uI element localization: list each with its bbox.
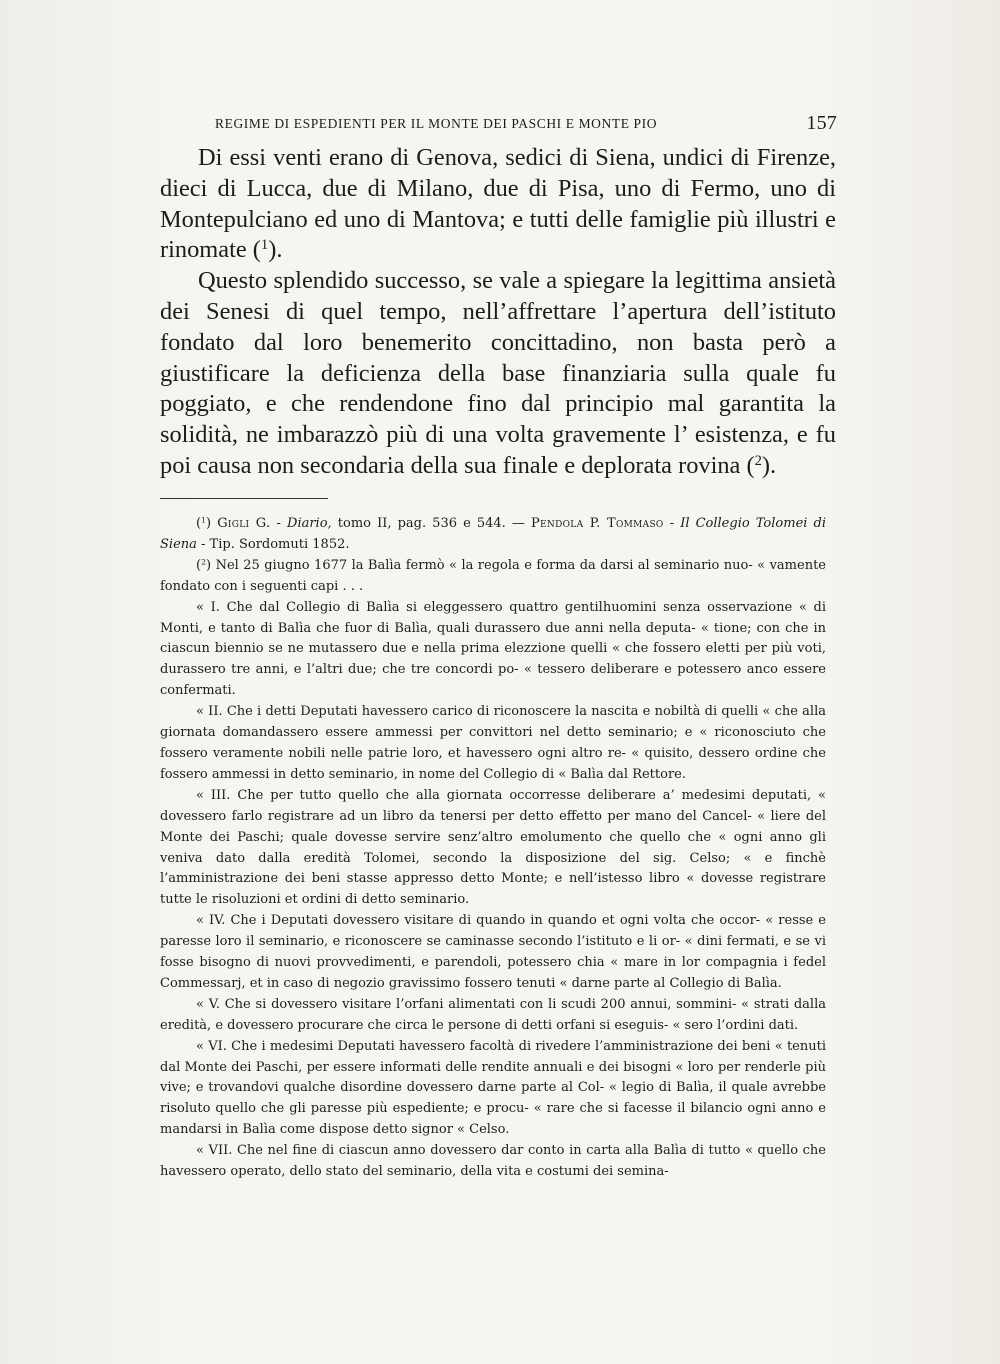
paragraph-2-text: Questo splendido successo, se vale a spiegare la legittima ansietà dei Senesi di quel tempo, nell’affrettare l’apertura dell’istituto fondato dal loro benemerito concittadino, non basta però a giustificare la deficienza della base finanziaria sulla quale fu poggiato, e che rendendone fino dal principio mal garantita la solidità, ne imbarazzò più di una volta gravemente l’ esistenza, e fu poi causa non secondaria della sua finale e deplorata rovina ( <box>160 267 836 479</box>
footnote-separator <box>160 498 328 499</box>
footnote-1-mark: 1 <box>201 515 207 525</box>
footnote-1-author-2: Pendola P. Tommaso <box>531 516 664 531</box>
paragraph-1-close: ). <box>268 236 283 264</box>
footnote-1-title-2: Il Collegio Tolomei di Siena <box>160 516 826 552</box>
paragraph-2 <box>160 266 836 482</box>
footnote-item-3: « III. Che per tutto quello che alla giornata occorresse deliberare a’ medesimi deputati, « dovessero farlo registrare ad un libro da tenersi per detto effetto per mano del Cancel- « liere del Monte dei Paschi; quale dovesse servire senz’altro emolumento che quello che « ogni anno gli veniva dato dalla eredità Tolomei, secondo la disposizione del sig. Celso; « e finchè l’amministrazione dei beni stasse appresso detto Monte; e nell’istesso libro « dovesse registrare tutte le risoluzioni et ordini di detto seminario. <box>160 787 826 908</box>
paragraph-1 <box>160 143 836 266</box>
footnote-item-1: « I. Che dal Collegio di Balìa si eleggessero quattro gentilhuomini senza osservazione « di Monti, e tanto di Balìa che fuor di Balìa, quali durassero due anni nella deputa- « tione; con che in ciascun biennio se ne mutassero due e nella prima elezzione quelli « che fossero eletti per più voti, durassero tre anni, e l’altri due; che tre concordi po- « tessero deliberare e potessero anco essere confermati. <box>160 599 826 699</box>
footnote-1-rest-2: - Tip. Sordomuti 1852. <box>196 536 350 552</box>
running-title: REGIME DI ESPEDIENTI PER IL MONTE DEI PASCHI E MONTE PIO <box>215 116 658 131</box>
footnote-1-author-1: Gigli G. <box>217 516 271 531</box>
footnote-item-7: « VII. Che nel fine di ciascun anno dovessero dar conto in carta alla Balìa di tutto « quello che havessero operato, dello stato del seminario, della vita e costumi dei semina- <box>160 1143 826 1180</box>
footnote-item-6: « VI. Che i medesimi Deputati havessero facoltà di rivedere l’amministrazione dei beni « tenuti dal Monte dei Paschi, per essere informati delle rendite annuali e dei bisogni « loro per renderle più vive; e trovandovi qualche disordine dovessero darne parte al Col- « legio di Balìa, il quale avrebbe risoluto quello che gli paresse più espediente; e procu- « rare che si facesse il bilancio ogni anno e mandarsi in Balìa come dispose detto signor « Celso. <box>160 1038 826 1138</box>
page-number: 157 <box>806 112 837 134</box>
footnote-1-sep-2: - <box>663 516 681 531</box>
footnotes <box>160 514 826 1183</box>
footnote-1: ($^1$) Gigli G. - Diario, tomo II, pag. 536 e 544. — Pendola P. Tommaso - Il Collegio Tolomei di Siena - Tip. Sordomuti 1852. <box>160 515 826 552</box>
paragraph-2-close: ). <box>761 451 777 479</box>
footnote-2-mark: 2 <box>201 557 207 567</box>
footnote-1-title-1: Diario, <box>287 516 332 531</box>
footnote-item-2: « II. Che i detti Deputati havessero carico di riconoscere la nascita e nobiltà di quelli « che alla giornata domandassero essere ammessi per convittori nel detto seminario; e « riconosciuto che fossero veramente nobili nelle patrie loro, et havessero ogni altro re- « quisito, dessero ordine che fossero ammessi in detto seminario, in nome del Collegio di « Balìa dal Rettore. <box>160 704 826 782</box>
paragraph-1-text: Di essi venti erano di Genova, sedici di Siena, undici di Firenze, dieci di Lucca, due di Milano, due di Pisa, uno di Fermo, uno di Montepulciano ed uno di Mantova; e tutti delle famiglie più illustri e rinomate ( <box>160 144 836 264</box>
footnote-2-intro: Nel 25 giugno 1677 la Balìa fermò « la regola e forma da darsi al seminario nuo- « vamente fondato con i seguenti capi . . . <box>160 557 826 594</box>
footnote-item-4: « IV. Che i Deputati dovessero visitare di quando in quando et ogni volta che occor- « resse e paresse loro il seminario, e riconoscere se caminasse secondo l’istituto e li or- « dini fermati, e se vi fosse bisogno di nuovi provvedimenti, e parendoli, potessero chia « mare in lor compagnia i fedel Commessarj, et in caso di negozio gravissimo fossero tenuti « darne parte al Collegio di Balìa. <box>160 913 826 991</box>
footnote-ref-2: 2 <box>754 452 762 469</box>
footnote-1-sep-1: - <box>270 516 288 531</box>
footnote-item-5: « V. Che si dovessero visitare l’orfani alimentati con li scudi 200 annui, sommini- « strati dalla eredità, e dovessero procurare che circa le persone di detti orfani si eseguis- « sero l’ordini dati. <box>160 996 826 1033</box>
footnote-ref-1: 1 <box>260 237 269 254</box>
running-header <box>215 112 837 134</box>
main-text <box>160 143 836 482</box>
footnote-2: ($^2$) Nel 25 giugno 1677 la Balìa fermò « la regola e forma da darsi al seminario nuo- « vamente fondato con i seguenti capi . . . <box>160 557 826 594</box>
footnote-1-rest-1: tomo II, pag. 536 e 544. — <box>331 516 531 531</box>
